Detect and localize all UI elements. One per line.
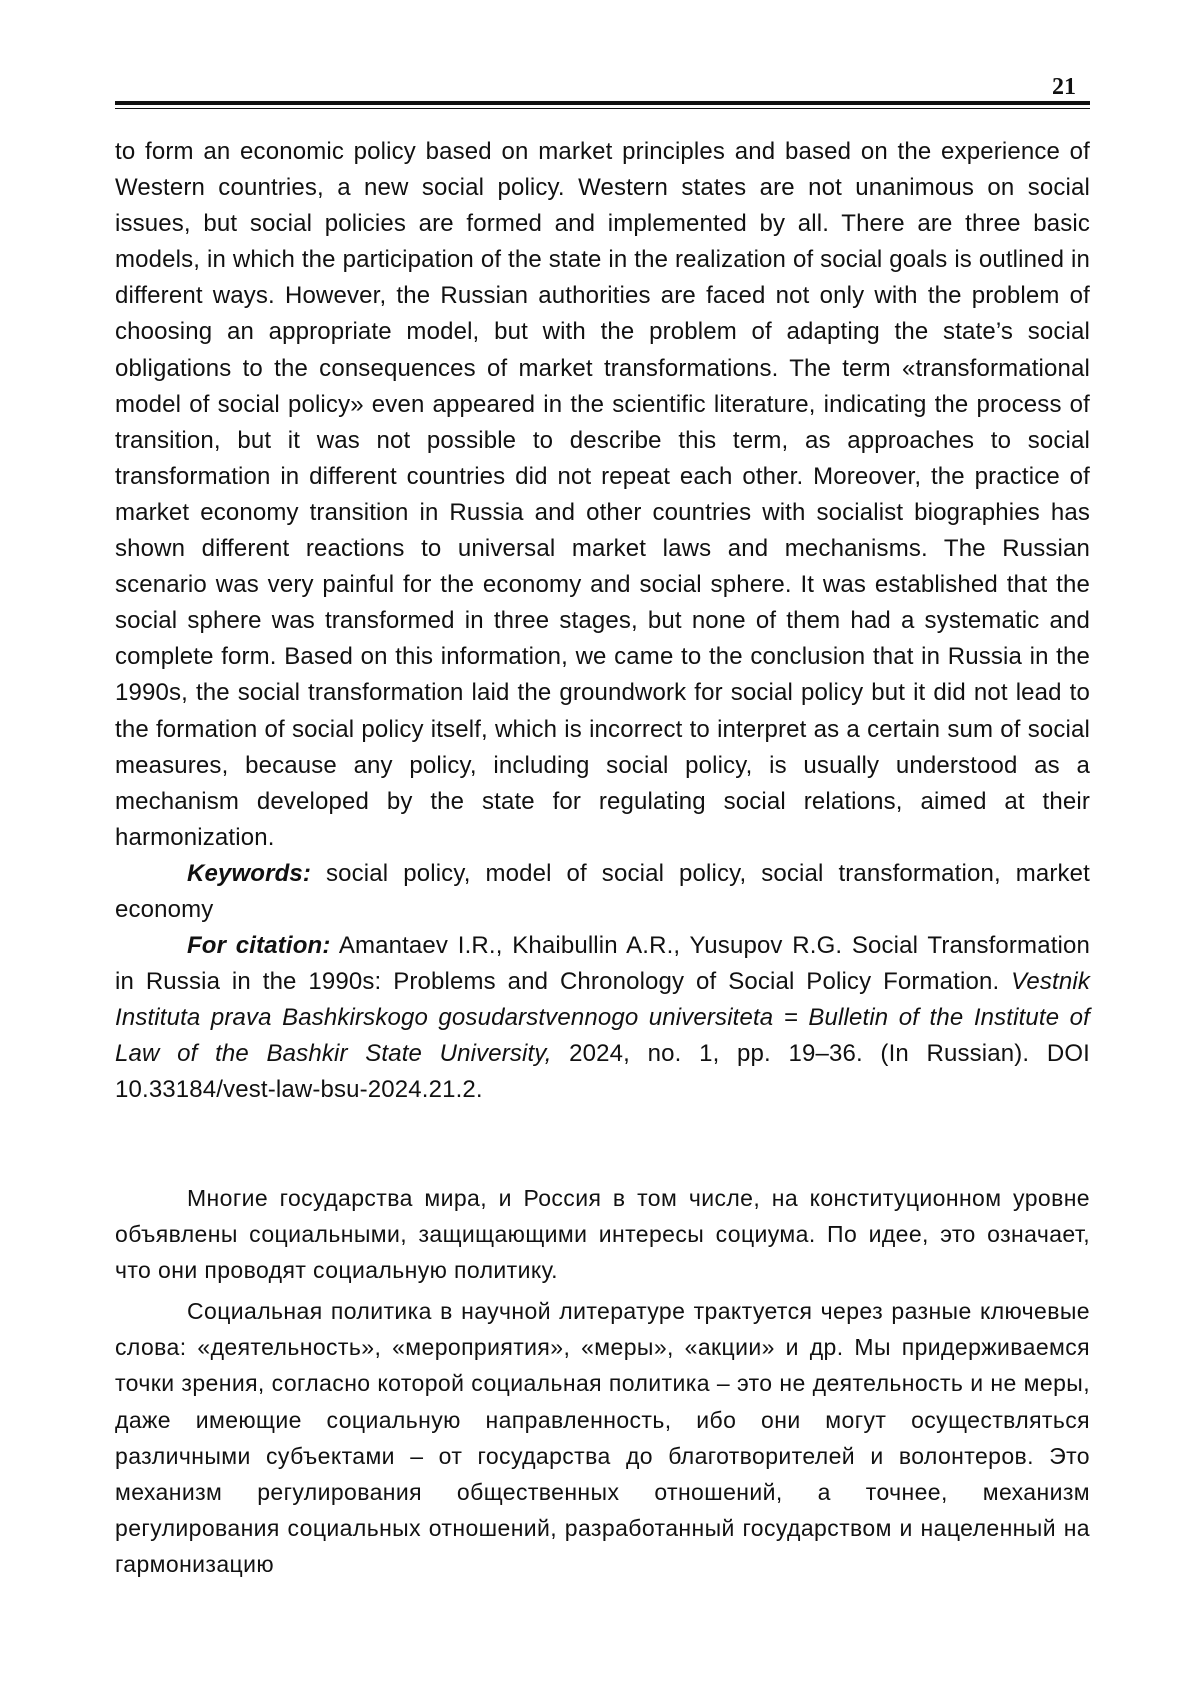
body-paragraph-2: Социальная политика в научной литературе трактуется через разные ключевые слова: «деятельность», «мероприятия», «меры», «акции» и др. Мы придерживаемся точки зрения, согласно которой социальная политика – это не деятельность и не меры, даже имеющие социальную направленность, ибо они могут осуществляться различными субъектами – от государства до благотворителей и волонтеров. Это механизм регулирования общественных отношений, а точнее, механизм регулирования социальных отношений, разработанный государством и нацеленный на гармонизацию: [115, 1298, 1090, 1577]
header-rule-thick: [115, 101, 1090, 105]
keywords-text: social policy, model of social policy, social transformation, market economy: [115, 859, 1090, 923]
document-page: [115, 0, 1090, 1697]
citation-journal: Vestnik Instituta prava Bashkirskogo gosudarstvennogo universiteta = Bulletin of the Institute of Law of the Bashkir State University,: [115, 968, 1090, 1068]
citation-paragraph: [115, 928, 1090, 1108]
page-number: 21: [1052, 74, 1076, 100]
running-header: [115, 70, 1090, 110]
citation-label: For citation:: [187, 932, 331, 960]
body-paragraph-1: Многие государства мира, и Россия в том числе, на конституционном уровне объявлены социальными, защищающими интересы социума. По идее, это означает, что они проводят социальную политику.: [115, 1185, 1090, 1284]
citation-details: 2024, no. 1, pp. 19–36. (In Russian). DOI 10.33184/vest-law-bsu-2024.21.2.: [115, 1040, 1090, 1104]
article-body: [115, 1180, 1090, 1582]
keywords-label: Keywords:: [187, 859, 312, 887]
english-abstract: [115, 134, 1090, 1109]
header-rule-thin: [115, 108, 1090, 109]
abstract-body: to form an economic policy based on market principles and based on the experience of Western countries, a new social policy. Western states are not unanimous on social issues, but social policies are formed and implemented by all. There are three basic models, in which the participation of the state in the realization of social goals is outlined in different ways. However, the Russian authorities are faced not only with the problem of choosing an appropriate model, but with the problem of adapting the state’s social obligations to the consequences of market transformations. The term «transformational model of social policy» even appeared in the scientific literature, indicating the process of transition, but it was not possible to describe this term, as approaches to social transformation in different countries did not repeat each other. Moreover, the practice of market economy transition in Russia and other countries with socialist biographies has shown different reactions to universal market laws and mechanisms. The Russian scenario was very painful for the economy and social sphere. It was established that the social sphere was transformed in three stages, but none of them had a systematic and complete form. Based on this information, we came to the conclusion that in Russia in the 1990s, the social transformation laid the groundwork for social policy but it did not lead to the formation of social policy itself, which is incorrect to interpret as a certain sum of social measures, because any policy, including social policy, is usually understood as a mechanism developed by the state for regulating social relations, aimed at their harmonization.: [115, 138, 1090, 851]
keywords-paragraph: [115, 856, 1090, 928]
citation-authors-title: Amantaev I.R., Khaibullin A.R., Yusupov R.G. Social Transformation in Russia in the 1990s: Problems and Chronology of Social Policy Formation.: [115, 932, 1090, 996]
